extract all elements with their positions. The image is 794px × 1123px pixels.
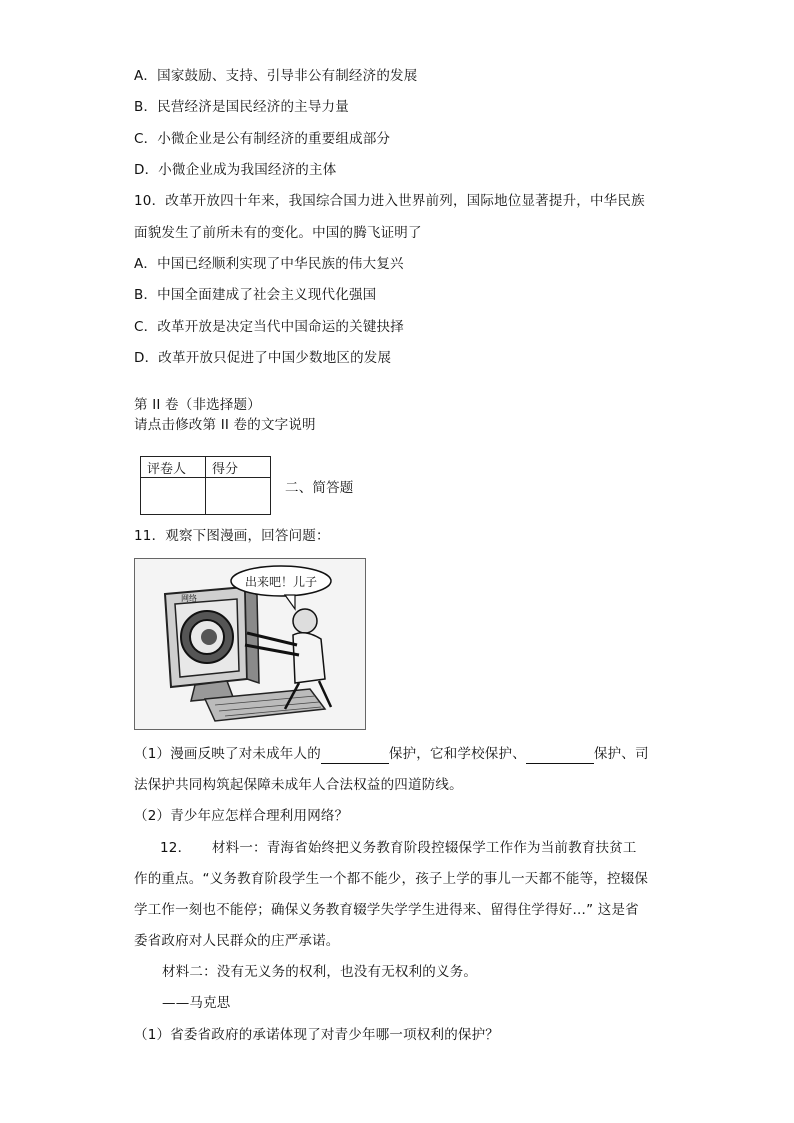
q12-material2: 材料二：没有无义务的权利，也没有无权利的义务。 — [162, 964, 478, 980]
q9-option-b: B．民营经济是国民经济的主导力量 — [134, 99, 349, 115]
q11-blank-2[interactable] — [526, 745, 594, 764]
q12-line1: 12． 材料一：青海省始终把义务教育阶段控辍保学工作作为当前教育扶贫工 — [160, 840, 637, 856]
cartoon-label-text: 网络 — [181, 594, 197, 603]
q11-sub1-text-a: （1）漫画反映了对未成年人的 — [134, 746, 321, 762]
grader-cell[interactable] — [141, 478, 206, 515]
cartoon-drawing — [135, 559, 365, 729]
score-cell[interactable] — [206, 478, 271, 515]
q11-blank-1[interactable] — [321, 745, 389, 764]
q12-line4: 委省政府对人民群众的庄严承诺。 — [134, 933, 340, 949]
q12-sub1: （1）省委省政府的承诺体现了对青少年哪一项权利的保护？ — [134, 1027, 499, 1043]
q10-option-a: A．中国已经顺利实现了中华民族的伟大复兴 — [134, 256, 404, 272]
q11-sub1-text-c: 保护、司 — [593, 746, 649, 762]
score-table — [140, 456, 271, 515]
q12-line2: 作的重点。“义务教育阶段学生一个都不能少，孩子上学的事儿一天都不能等，控辍保 — [134, 871, 649, 887]
cartoon-bubble-text: 出来吧！儿子 — [244, 575, 318, 589]
part2-subtitle: 请点击修改第 II 卷的文字说明 — [134, 417, 316, 433]
score-header: 得分 — [206, 457, 271, 478]
q11-stem: 11．观察下图漫画，回答问题： — [134, 528, 330, 544]
q11-sub2: （2）青少年应怎样合理利用网络？ — [134, 808, 349, 824]
q12-line3: 学工作一刻也不能停；确保义务教育辍学失学学生进得来、留得住学得好…” 这是省 — [134, 902, 639, 918]
q9-option-a: A．国家鼓励、支持、引导非公有制经济的发展 — [134, 68, 418, 84]
q11-sub1-text-b: 保护，它和学校保护、 — [388, 746, 526, 762]
q10-option-c: C．改革开放是决定当代中国命运的关键抉择 — [134, 319, 404, 335]
cartoon-image — [134, 558, 366, 730]
q10-stem-line1: 10．改革开放四十年来，我国综合国力进入世界前列，国际地位显著提升，中华民族 — [134, 193, 645, 209]
q10-stem-line2: 面貌发生了前所未有的变化。中国的腾飞证明了 — [134, 225, 422, 241]
q11-sub1-line2: 法保护共同构筑起保障未成年人合法权益的四道防线。 — [134, 777, 463, 793]
q12-author: ——马克思 — [162, 995, 231, 1011]
q10-option-b: B．中国全面建成了社会主义现代化强国 — [134, 287, 377, 303]
section-heading: 二、简答题 — [285, 480, 354, 496]
grader-header: 评卷人 — [141, 457, 206, 478]
q11-sub1-line1 — [134, 745, 649, 764]
q9-option-d: D．小微企业成为我国经济的主体 — [134, 162, 337, 178]
part2-title: 第 II 卷（非选择题） — [134, 397, 261, 413]
q9-option-c: C．小微企业是公有制经济的重要组成部分 — [134, 131, 391, 147]
q10-option-d: D．改革开放只促进了中国少数地区的发展 — [134, 350, 392, 366]
